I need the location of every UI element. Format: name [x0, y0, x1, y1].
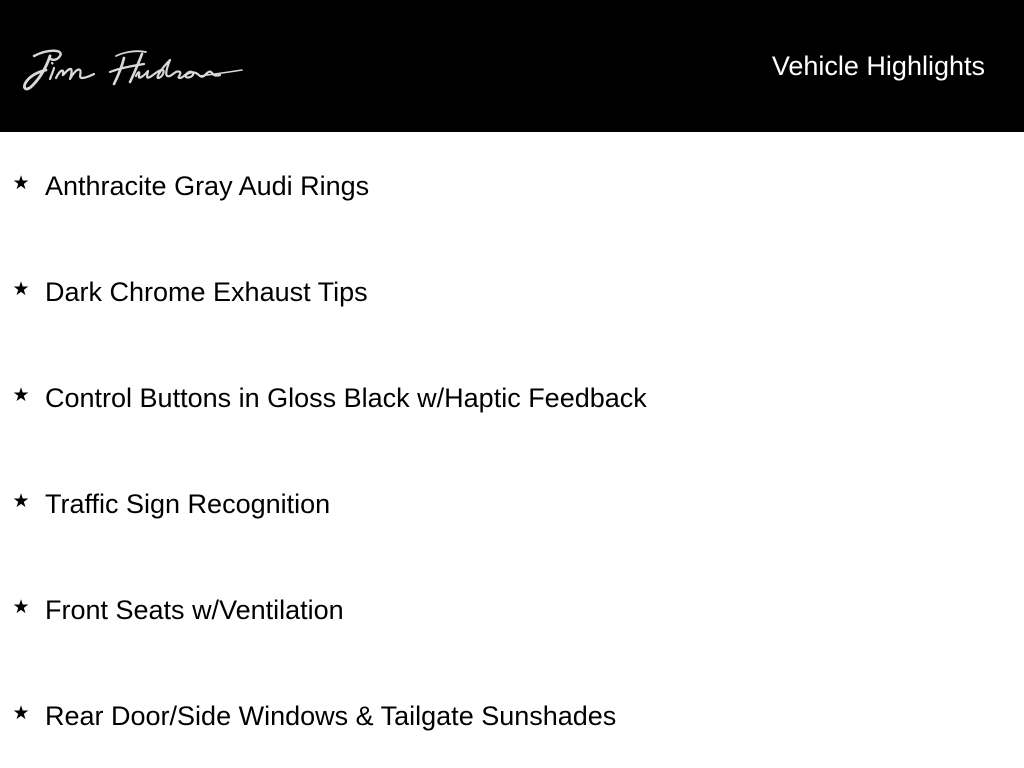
star-icon: ★: [12, 278, 30, 300]
highlight-item: [0, 488, 1000, 528]
star-icon: ★: [12, 172, 30, 194]
star-icon: ★: [12, 384, 30, 406]
star-icon: ★: [12, 596, 30, 618]
star-icon: ★: [12, 702, 30, 724]
highlight-label: Dark Chrome Exhaust Tips: [45, 277, 368, 307]
star-icon: ★: [12, 490, 30, 512]
highlight-item: [0, 170, 1000, 210]
highlight-item: [0, 382, 1000, 422]
highlight-label: Anthracite Gray Audi Rings: [45, 171, 370, 201]
jim-hudson-signature-logo: [20, 46, 244, 96]
highlight-item: [0, 594, 1000, 634]
highlight-label: Rear Door/Side Windows & Tailgate Sunshades: [45, 701, 617, 731]
page-title: Vehicle Highlights: [771, 51, 985, 81]
header-bar: [0, 0, 1024, 132]
highlight-label: Traffic Sign Recognition: [45, 489, 331, 519]
highlight-item: [0, 700, 1000, 740]
highlight-item: [0, 276, 1000, 316]
highlight-label: Front Seats w/Ventilation: [45, 595, 344, 625]
highlight-label: Control Buttons in Gloss Black w/Haptic Feedback: [45, 383, 647, 413]
